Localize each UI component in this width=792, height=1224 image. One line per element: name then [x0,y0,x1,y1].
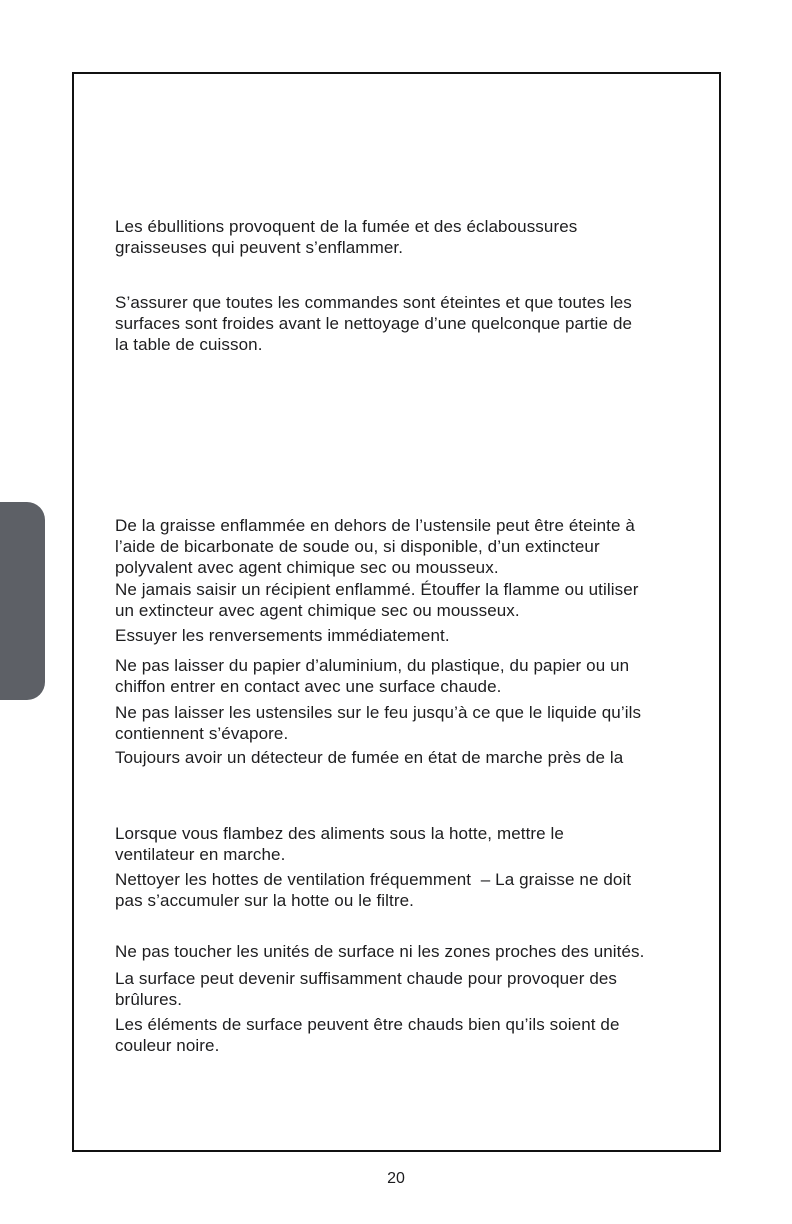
text-line: Nettoyer les hottes de ventilation fréquemment – La graisse ne doit [115,870,632,889]
text-line: chiffon entrer en contact avec une surface chaude. [115,677,502,696]
text-line: contiennent s’évapore. [115,724,289,743]
paragraph [115,216,707,258]
text-line: pas s’accumuler sur la hotte ou le filtre. [115,891,415,910]
text-line: Toujours avoir un détecteur de fumée en état de marche près de la [115,748,624,767]
paragraph [115,968,707,1010]
paragraph [115,292,707,355]
text-line: la table de cuisson. [115,335,263,354]
section-side-tab [0,502,45,700]
text-line: surfaces sont froides avant le nettoyage d’une quelconque partie de [115,314,633,333]
text-line: Lorsque vous flambez des aliments sous la hotte, mettre le [115,824,564,843]
paragraph [115,869,707,911]
text-line: Ne jamais saisir un récipient enflammé. Étouffer la flamme ou utiliser [115,580,639,599]
page-number: 20 [387,1170,405,1187]
text-line: Ne pas laisser du papier d’aluminium, du plastique, du papier ou un [115,656,630,675]
paragraph [115,625,707,646]
paragraph [115,515,707,578]
paragraph [115,702,707,744]
text-line: ventilateur en marche. [115,845,286,864]
paragraph [115,941,707,962]
body-text-column [115,216,707,1056]
text-line: La surface peut devenir suffisamment chaude pour provoquer des [115,969,618,988]
text-line: Essuyer les renversements immédiatement. [115,626,450,645]
text-line: De la graisse enflammée en dehors de l’ustensile peut être éteinte à [115,516,635,535]
paragraph [115,1014,707,1056]
text-line: graisseuses qui peuvent s’enflammer. [115,238,404,257]
text-line: brûlures. [115,990,183,1009]
text-line: S’assurer que toutes les commandes sont éteintes et que toutes les [115,293,632,312]
text-line: Ne pas toucher les unités de surface ni les zones proches des unités. [115,942,645,961]
text-line: couleur noire. [115,1036,220,1055]
paragraph [115,655,707,697]
text-line: polyvalent avec agent chimique sec ou mousseux. [115,558,499,577]
text-line: Les éléments de surface peuvent être chauds bien qu’ils soient de [115,1015,620,1034]
paragraph [115,823,707,865]
paragraph [115,579,707,621]
text-line: un extincteur avec agent chimique sec ou mousseux. [115,601,520,620]
content-border-box [72,72,721,1152]
paragraph [115,747,707,768]
text-line: Les ébullitions provoquent de la fumée et des éclaboussures [115,217,578,236]
text-line: Ne pas laisser les ustensiles sur le feu jusqu’à ce que le liquide qu’ils [115,703,642,722]
text-line: l’aide de bicarbonate de soude ou, si disponible, d’un extincteur [115,537,600,556]
